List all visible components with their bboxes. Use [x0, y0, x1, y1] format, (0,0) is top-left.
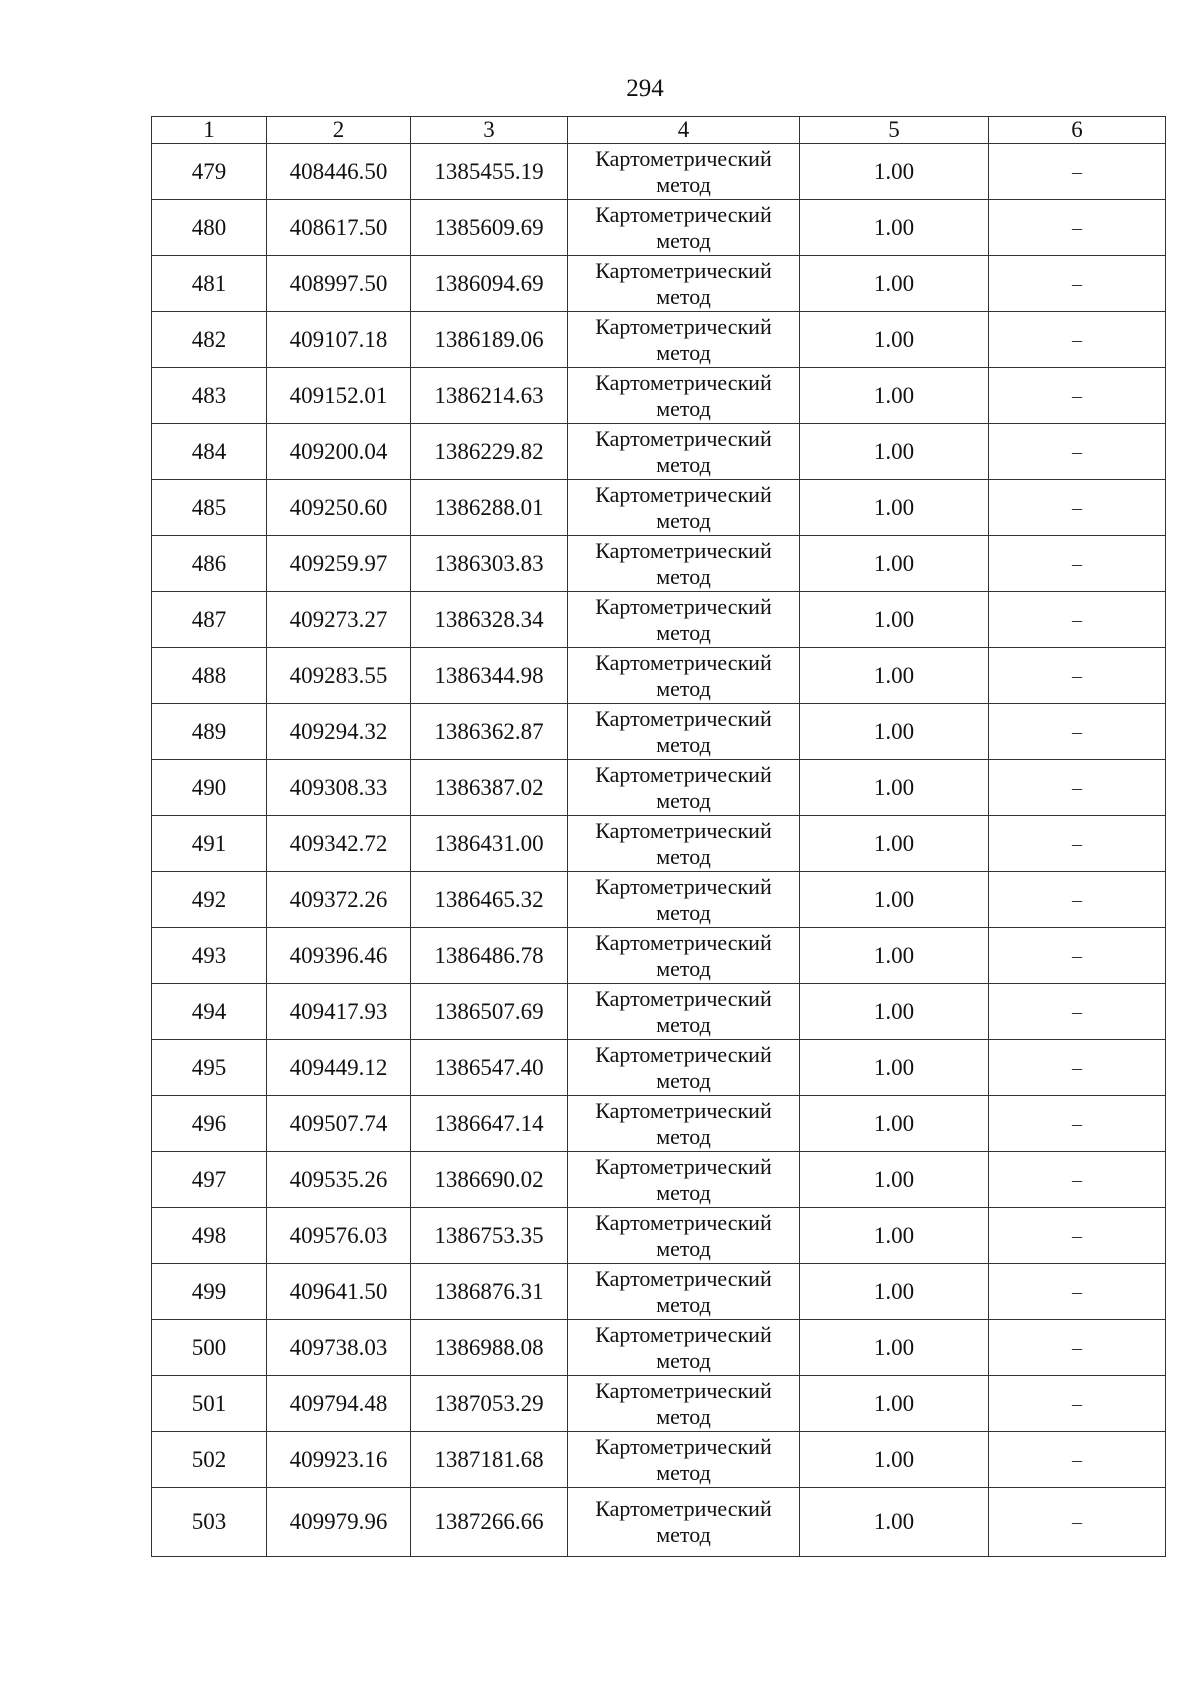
method-line-1: Картометрический	[595, 649, 772, 675]
method-line-1: Картометрический	[595, 1097, 772, 1123]
y-coordinate-cell: 1385455.19	[411, 144, 568, 200]
x-coordinate-cell: 409641.50	[267, 1264, 411, 1320]
accuracy-cell: 1.00	[800, 1152, 989, 1208]
table-row	[152, 200, 1166, 256]
method-line-2: метод	[656, 619, 711, 645]
table-row	[152, 368, 1166, 424]
y-coordinate-cell: 1387266.66	[411, 1488, 568, 1557]
note-cell: –	[989, 872, 1166, 928]
point-number-cell: 484	[152, 424, 267, 480]
method-line-2: метод	[656, 1179, 711, 1205]
column-header-6: 6	[989, 117, 1166, 144]
x-coordinate-cell: 408617.50	[267, 200, 411, 256]
point-number-cell: 503	[152, 1488, 267, 1557]
accuracy-cell: 1.00	[800, 704, 989, 760]
note-cell: –	[989, 1208, 1166, 1264]
accuracy-cell: 1.00	[800, 872, 989, 928]
table-row	[152, 648, 1166, 704]
x-coordinate-cell: 409417.93	[267, 984, 411, 1040]
point-number-cell: 499	[152, 1264, 267, 1320]
table-row	[152, 704, 1166, 760]
note-cell: –	[989, 480, 1166, 536]
note-cell: –	[989, 1152, 1166, 1208]
y-coordinate-cell: 1386229.82	[411, 424, 568, 480]
point-number-cell: 483	[152, 368, 267, 424]
method-line-1: Картометрический	[595, 313, 772, 339]
y-coordinate-cell: 1386362.87	[411, 704, 568, 760]
method-cell	[568, 480, 800, 536]
y-coordinate-cell: 1386303.83	[411, 536, 568, 592]
accuracy-cell: 1.00	[800, 1096, 989, 1152]
method-line-2: метод	[656, 451, 711, 477]
x-coordinate-cell: 409794.48	[267, 1376, 411, 1432]
note-cell: –	[989, 144, 1166, 200]
point-number-cell: 497	[152, 1152, 267, 1208]
point-number-cell: 502	[152, 1432, 267, 1488]
method-cell	[568, 1432, 800, 1488]
method-line-2: метод	[656, 955, 711, 981]
method-cell	[568, 1376, 800, 1432]
x-coordinate-cell: 409979.96	[267, 1488, 411, 1557]
coordinates-table	[151, 116, 1166, 1557]
x-coordinate-cell: 409449.12	[267, 1040, 411, 1096]
table-row	[152, 424, 1166, 480]
note-cell: –	[989, 648, 1166, 704]
method-cell	[568, 704, 800, 760]
method-line-1: Картометрический	[595, 817, 772, 843]
y-coordinate-cell: 1386094.69	[411, 256, 568, 312]
point-number-cell: 490	[152, 760, 267, 816]
method-cell	[568, 1264, 800, 1320]
note-cell: –	[989, 1040, 1166, 1096]
note-cell: –	[989, 256, 1166, 312]
accuracy-cell: 1.00	[800, 312, 989, 368]
y-coordinate-cell: 1386465.32	[411, 872, 568, 928]
method-line-1: Картометрический	[595, 593, 772, 619]
x-coordinate-cell: 409576.03	[267, 1208, 411, 1264]
point-number-cell: 485	[152, 480, 267, 536]
note-cell: –	[989, 704, 1166, 760]
method-line-2: метод	[656, 675, 711, 701]
table-row	[152, 144, 1166, 200]
accuracy-cell: 1.00	[800, 1264, 989, 1320]
y-coordinate-cell: 1386547.40	[411, 1040, 568, 1096]
table-row	[152, 872, 1166, 928]
x-coordinate-cell: 409200.04	[267, 424, 411, 480]
method-line-2: метод	[656, 507, 711, 533]
table-row	[152, 816, 1166, 872]
method-cell	[568, 872, 800, 928]
note-cell: –	[989, 200, 1166, 256]
x-coordinate-cell: 409259.97	[267, 536, 411, 592]
point-number-cell: 487	[152, 592, 267, 648]
table-row	[152, 1376, 1166, 1432]
y-coordinate-cell: 1386486.78	[411, 928, 568, 984]
x-coordinate-cell: 409273.27	[267, 592, 411, 648]
x-coordinate-cell: 409250.60	[267, 480, 411, 536]
x-coordinate-cell: 409507.74	[267, 1096, 411, 1152]
accuracy-cell: 1.00	[800, 1208, 989, 1264]
table-row	[152, 256, 1166, 312]
note-cell: –	[989, 1096, 1166, 1152]
note-cell: –	[989, 368, 1166, 424]
note-cell: –	[989, 1264, 1166, 1320]
x-coordinate-cell: 409535.26	[267, 1152, 411, 1208]
method-line-1: Картометрический	[595, 481, 772, 507]
accuracy-cell: 1.00	[800, 1320, 989, 1376]
method-line-2: метод	[656, 843, 711, 869]
note-cell: –	[989, 536, 1166, 592]
method-line-1: Картометрический	[595, 761, 772, 787]
table-row	[152, 480, 1166, 536]
method-line-2: метод	[656, 899, 711, 925]
method-line-1: Картометрический	[595, 1209, 772, 1235]
method-cell	[568, 1320, 800, 1376]
accuracy-cell: 1.00	[800, 1376, 989, 1432]
method-line-1: Картометрический	[595, 1153, 772, 1179]
point-number-cell: 481	[152, 256, 267, 312]
table-row	[152, 1208, 1166, 1264]
accuracy-cell: 1.00	[800, 592, 989, 648]
accuracy-cell: 1.00	[800, 816, 989, 872]
accuracy-cell: 1.00	[800, 256, 989, 312]
accuracy-cell: 1.00	[800, 424, 989, 480]
method-line-1: Картометрический	[595, 1433, 772, 1459]
method-cell	[568, 424, 800, 480]
x-coordinate-cell: 409342.72	[267, 816, 411, 872]
method-line-2: метод	[656, 1347, 711, 1373]
note-cell: –	[989, 1320, 1166, 1376]
y-coordinate-cell: 1386507.69	[411, 984, 568, 1040]
method-line-2: метод	[656, 283, 711, 309]
method-line-2: метод	[656, 1067, 711, 1093]
method-cell	[568, 816, 800, 872]
method-line-1: Картометрический	[595, 705, 772, 731]
method-line-2: метод	[656, 227, 711, 253]
accuracy-cell: 1.00	[800, 1488, 989, 1557]
note-cell: –	[989, 1376, 1166, 1432]
table-row	[152, 1488, 1166, 1557]
x-coordinate-cell: 409152.01	[267, 368, 411, 424]
method-line-2: метод	[656, 1522, 711, 1547]
table-row	[152, 1040, 1166, 1096]
x-coordinate-cell: 409396.46	[267, 928, 411, 984]
note-cell: –	[989, 592, 1166, 648]
accuracy-cell: 1.00	[800, 368, 989, 424]
point-number-cell: 496	[152, 1096, 267, 1152]
point-number-cell: 495	[152, 1040, 267, 1096]
x-coordinate-cell: 409294.32	[267, 704, 411, 760]
method-line-1: Картометрический	[595, 1377, 772, 1403]
y-coordinate-cell: 1386214.63	[411, 368, 568, 424]
accuracy-cell: 1.00	[800, 648, 989, 704]
table-row	[152, 984, 1166, 1040]
y-coordinate-cell: 1386647.14	[411, 1096, 568, 1152]
method-line-2: метод	[656, 1291, 711, 1317]
y-coordinate-cell: 1386387.02	[411, 760, 568, 816]
method-line-2: метод	[656, 787, 711, 813]
y-coordinate-cell: 1386344.98	[411, 648, 568, 704]
y-coordinate-cell: 1386189.06	[411, 312, 568, 368]
method-line-2: метод	[656, 395, 711, 421]
method-cell	[568, 1040, 800, 1096]
note-cell: –	[989, 760, 1166, 816]
note-cell: –	[989, 928, 1166, 984]
point-number-cell: 493	[152, 928, 267, 984]
accuracy-cell: 1.00	[800, 480, 989, 536]
point-number-cell: 488	[152, 648, 267, 704]
table-row	[152, 760, 1166, 816]
point-number-cell: 492	[152, 872, 267, 928]
method-cell	[568, 144, 800, 200]
point-number-cell: 479	[152, 144, 267, 200]
method-line-1: Картометрический	[595, 369, 772, 395]
y-coordinate-cell: 1385609.69	[411, 200, 568, 256]
table-row	[152, 928, 1166, 984]
table-row	[152, 592, 1166, 648]
method-line-1: Картометрический	[595, 145, 772, 171]
method-line-1: Картометрический	[595, 929, 772, 955]
method-line-2: метод	[656, 339, 711, 365]
note-cell: –	[989, 984, 1166, 1040]
column-header-3: 3	[411, 117, 568, 144]
method-cell	[568, 312, 800, 368]
method-cell	[568, 1488, 800, 1557]
method-line-2: метод	[656, 1123, 711, 1149]
method-line-1: Картометрический	[595, 1265, 772, 1291]
x-coordinate-cell: 409923.16	[267, 1432, 411, 1488]
table-row	[152, 1432, 1166, 1488]
method-line-1: Картометрический	[595, 985, 772, 1011]
method-line-2: метод	[656, 731, 711, 757]
table-row	[152, 536, 1166, 592]
y-coordinate-cell: 1386753.35	[411, 1208, 568, 1264]
method-cell	[568, 1208, 800, 1264]
method-cell	[568, 592, 800, 648]
y-coordinate-cell: 1387181.68	[411, 1432, 568, 1488]
method-cell	[568, 200, 800, 256]
table-row	[152, 1320, 1166, 1376]
method-line-1: Картометрический	[595, 201, 772, 227]
method-line-1: Картометрический	[595, 425, 772, 451]
x-coordinate-cell: 408446.50	[267, 144, 411, 200]
method-cell	[568, 256, 800, 312]
method-line-2: метод	[656, 1011, 711, 1037]
table-row	[152, 312, 1166, 368]
note-cell: –	[989, 424, 1166, 480]
method-line-2: метод	[656, 563, 711, 589]
accuracy-cell: 1.00	[800, 1040, 989, 1096]
note-cell: –	[989, 816, 1166, 872]
method-line-1: Картометрический	[595, 257, 772, 283]
method-line-1: Картометрический	[595, 1496, 772, 1521]
note-cell: –	[989, 312, 1166, 368]
x-coordinate-cell: 409283.55	[267, 648, 411, 704]
table-row	[152, 1152, 1166, 1208]
x-coordinate-cell: 408997.50	[267, 256, 411, 312]
method-cell	[568, 536, 800, 592]
x-coordinate-cell: 409738.03	[267, 1320, 411, 1376]
y-coordinate-cell: 1386288.01	[411, 480, 568, 536]
accuracy-cell: 1.00	[800, 760, 989, 816]
y-coordinate-cell: 1386988.08	[411, 1320, 568, 1376]
method-line-2: метод	[656, 1235, 711, 1261]
method-line-2: метод	[656, 1403, 711, 1429]
column-header-5: 5	[800, 117, 989, 144]
point-number-cell: 501	[152, 1376, 267, 1432]
point-number-cell: 498	[152, 1208, 267, 1264]
y-coordinate-cell: 1387053.29	[411, 1376, 568, 1432]
method-cell	[568, 984, 800, 1040]
method-cell	[568, 760, 800, 816]
table-row	[152, 1264, 1166, 1320]
y-coordinate-cell: 1386431.00	[411, 816, 568, 872]
y-coordinate-cell: 1386328.34	[411, 592, 568, 648]
x-coordinate-cell: 409372.26	[267, 872, 411, 928]
column-header-1: 1	[152, 117, 267, 144]
column-header-2: 2	[267, 117, 411, 144]
method-line-1: Картометрический	[595, 537, 772, 563]
x-coordinate-cell: 409308.33	[267, 760, 411, 816]
method-line-2: метод	[656, 171, 711, 197]
note-cell: –	[989, 1432, 1166, 1488]
accuracy-cell: 1.00	[800, 1432, 989, 1488]
header-row	[152, 117, 1166, 144]
method-line-1: Картометрический	[595, 1321, 772, 1347]
column-header-4: 4	[568, 117, 800, 144]
point-number-cell: 491	[152, 816, 267, 872]
note-cell: –	[989, 1488, 1166, 1557]
table-row	[152, 1096, 1166, 1152]
point-number-cell: 482	[152, 312, 267, 368]
accuracy-cell: 1.00	[800, 536, 989, 592]
method-line-1: Картометрический	[595, 873, 772, 899]
method-cell	[568, 368, 800, 424]
point-number-cell: 480	[152, 200, 267, 256]
point-number-cell: 494	[152, 984, 267, 1040]
accuracy-cell: 1.00	[800, 144, 989, 200]
page-number: 294	[626, 75, 664, 102]
point-number-cell: 489	[152, 704, 267, 760]
y-coordinate-cell: 1386690.02	[411, 1152, 568, 1208]
x-coordinate-cell: 409107.18	[267, 312, 411, 368]
method-line-1: Картометрический	[595, 1041, 772, 1067]
accuracy-cell: 1.00	[800, 200, 989, 256]
accuracy-cell: 1.00	[800, 928, 989, 984]
method-cell	[568, 648, 800, 704]
method-cell	[568, 1096, 800, 1152]
accuracy-cell: 1.00	[800, 984, 989, 1040]
point-number-cell: 486	[152, 536, 267, 592]
method-line-2: метод	[656, 1459, 711, 1485]
method-cell	[568, 928, 800, 984]
y-coordinate-cell: 1386876.31	[411, 1264, 568, 1320]
method-cell	[568, 1152, 800, 1208]
table-body	[152, 144, 1166, 1557]
point-number-cell: 500	[152, 1320, 267, 1376]
